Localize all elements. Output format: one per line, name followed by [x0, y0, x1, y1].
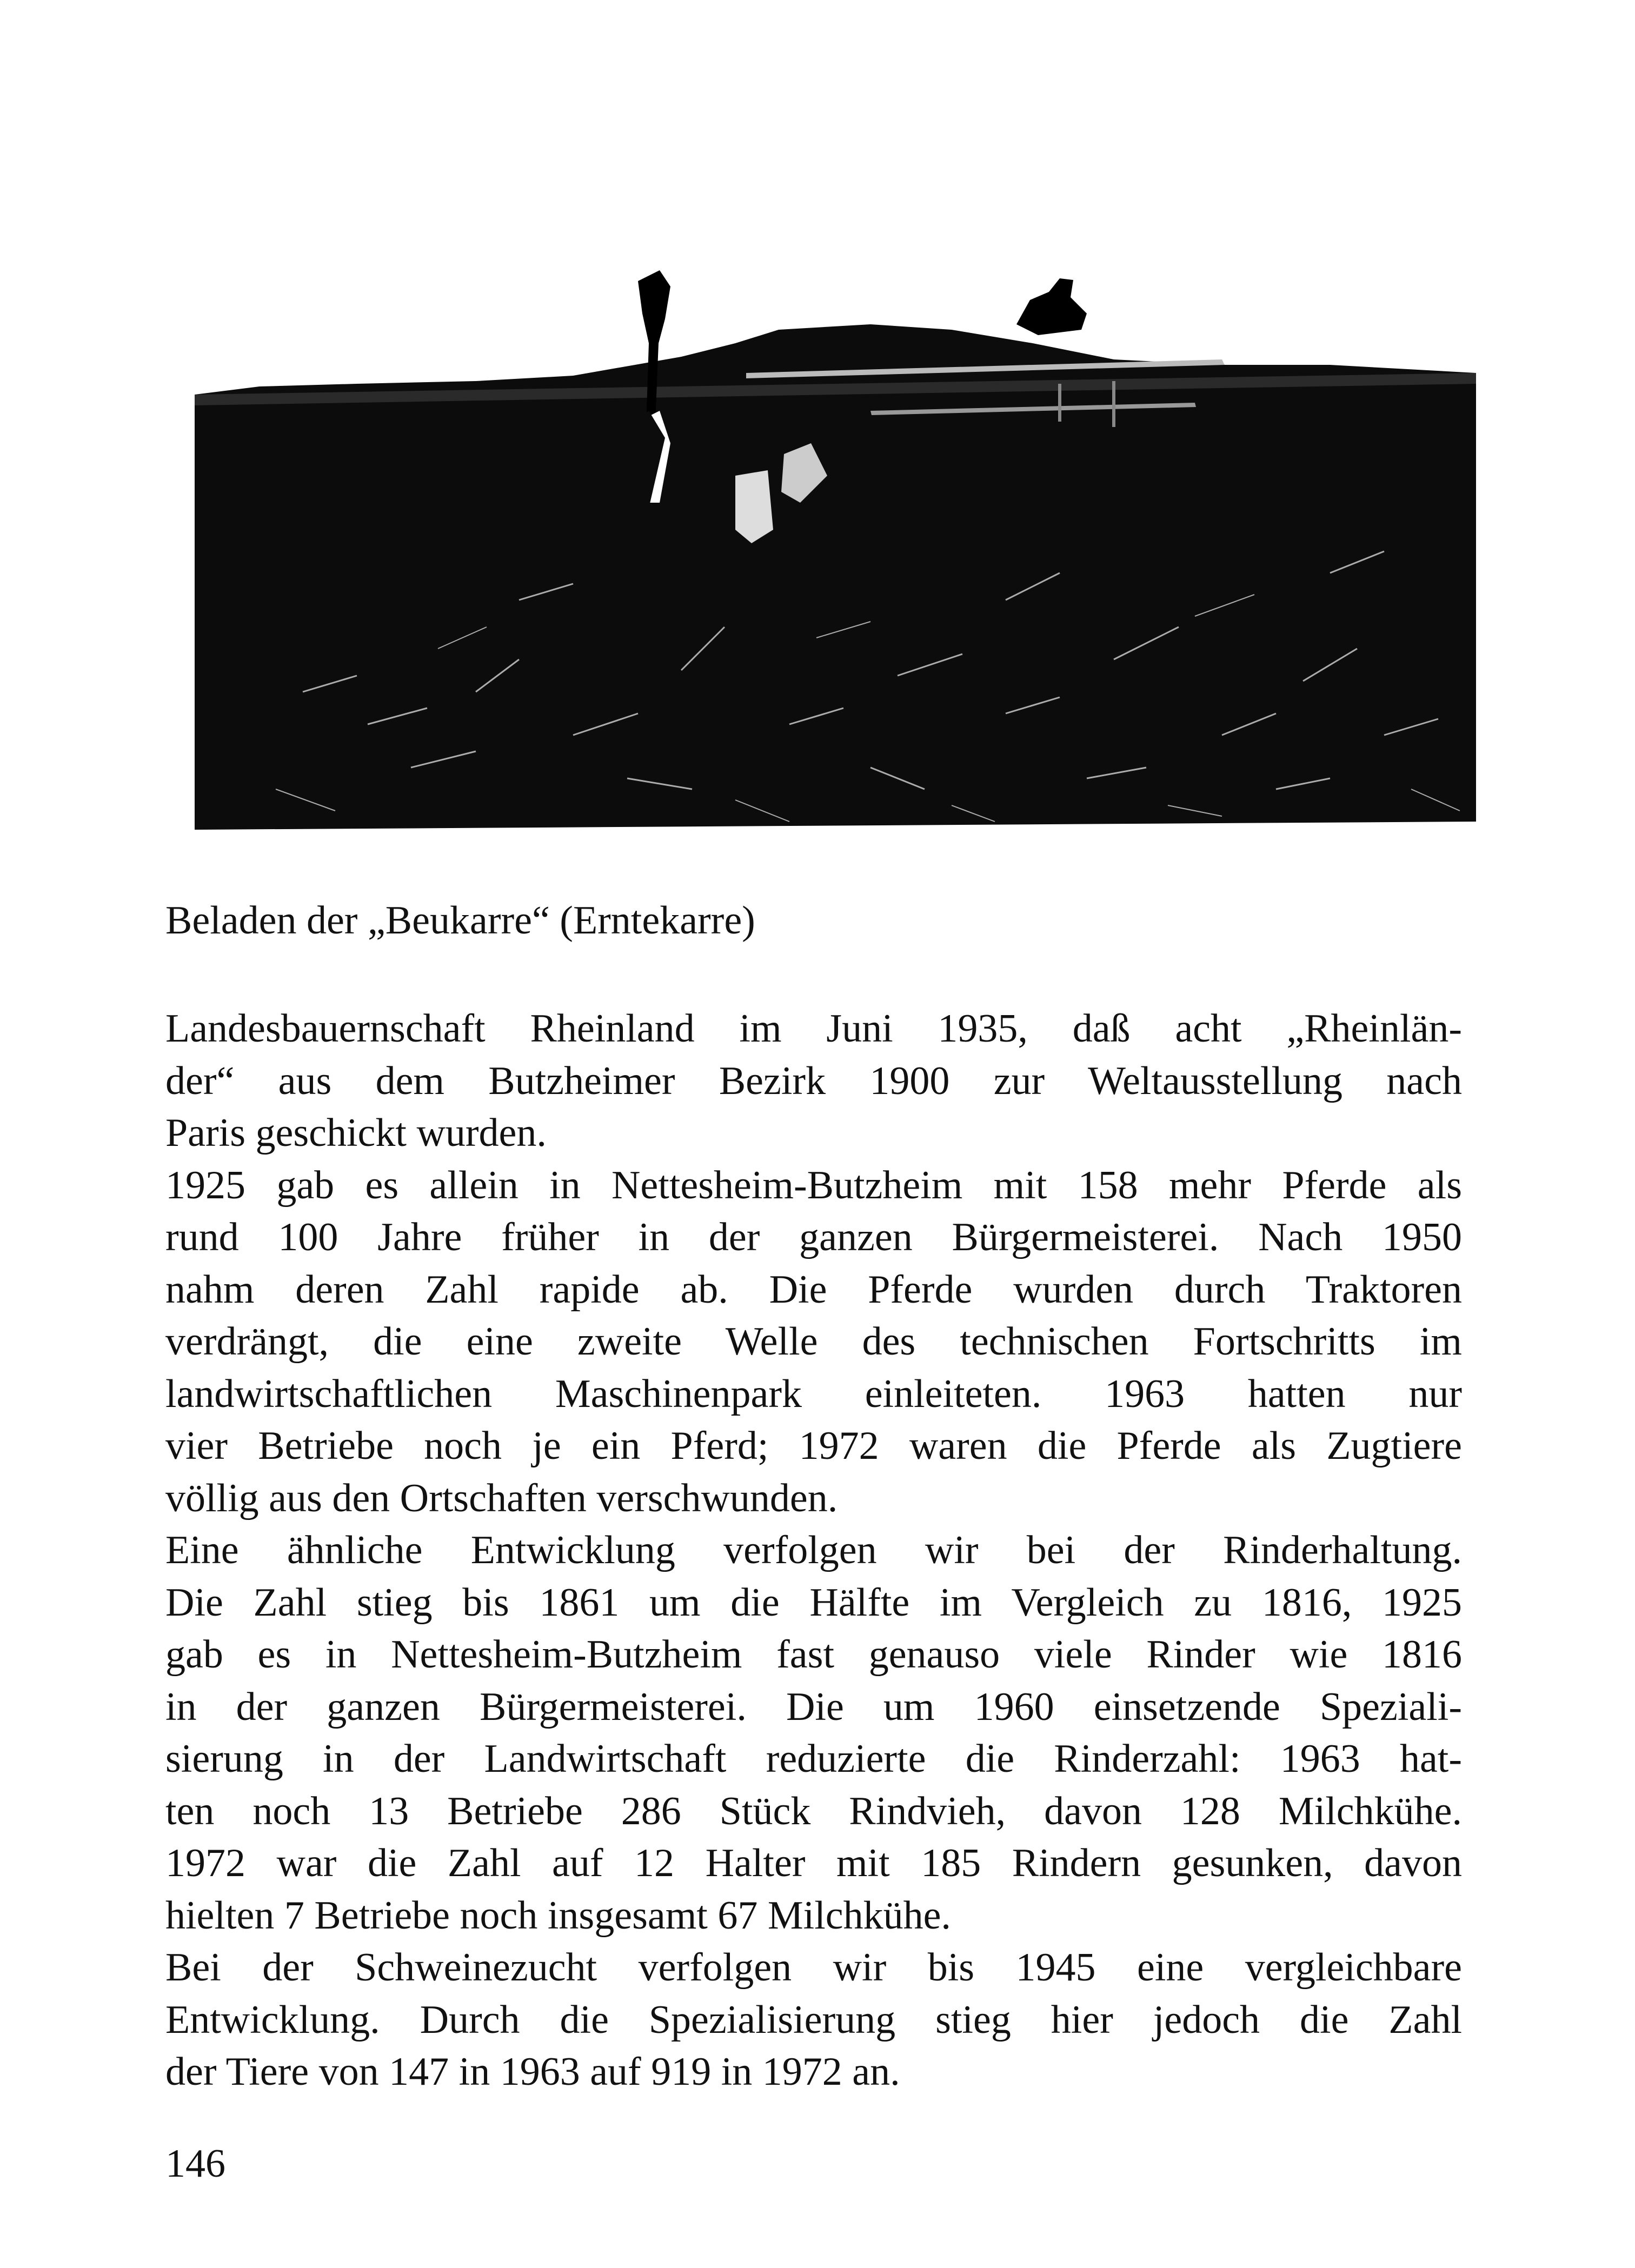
harvest-cart-photo-image	[195, 249, 1476, 835]
text-line: der“ aus dem Butzheimer Bezirk 1900 zur Weltausstellung nach	[165, 1058, 1462, 1103]
text-line: Entwicklung. Durch die Spezialisierung stieg hier jedoch die Zahl	[165, 1997, 1462, 2042]
text-line: Eine ähnliche Entwicklung verfolgen wir bei der Rinderhaltung.	[165, 1528, 1462, 1572]
text-line: 1925 gab es allein in Nettesheim-Butzheim mit 158 mehr Pferde als	[165, 1163, 1462, 1208]
text-line: Paris geschickt wurden.	[165, 1111, 547, 1155]
text-line: sierung in der Landwirtschaft reduzierte die Rinderzahl: 1963 hat-	[165, 1737, 1462, 1781]
text-line: ten noch 13 Betriebe 286 Stück Rindvieh, davon 128 Milchkühe.	[165, 1789, 1462, 1833]
text-line: verdrängt, die eine zweite Welle des technischen Fortschritts im	[165, 1319, 1462, 1364]
text-line: Bei der Schweinezucht verfolgen wir bis 1945 eine vergleichbare	[165, 1945, 1462, 1990]
text-line: rund 100 Jahre früher in der ganzen Bürgermeisterei. Nach 1950	[165, 1215, 1462, 1259]
page-number: 146	[165, 2142, 225, 2186]
text-line: völlig aus den Ortschaften verschwunden.	[165, 1476, 838, 1520]
photo-caption: Beladen der „Beukarre“ (Erntekarre)	[165, 898, 755, 943]
text-line: landwirtschaftlichen Maschinenpark einleiteten. 1963 hatten nur	[165, 1371, 1462, 1416]
text-line: in der ganzen Bürgermeisterei. Die um 1960 einsetzende Speziali-	[165, 1684, 1462, 1729]
text-line: hielten 7 Betriebe noch insgesamt 67 Milchkühe.	[165, 1893, 951, 1938]
body-text	[165, 1003, 1462, 2098]
text-line: Landesbauernschaft Rheinland im Juni 1935, daß acht „Rheinlän-	[165, 1006, 1462, 1051]
text-line: der Tiere von 147 in 1963 auf 919 in 1972 an.	[165, 2050, 900, 2094]
paragraph-2	[165, 1159, 1462, 1525]
paragraph-1	[165, 1003, 1462, 1159]
text-line: nahm deren Zahl rapide ab. Die Pferde wurden durch Traktoren	[165, 1267, 1462, 1312]
paragraph-3	[165, 1524, 1462, 1942]
paragraph-4	[165, 1942, 1462, 2098]
text-line: 1972 war die Zahl auf 12 Halter mit 185 Rindern gesunken, davon	[165, 1841, 1462, 1885]
text-line: vier Betriebe noch je ein Pferd; 1972 waren die Pferde als Zugtiere	[165, 1424, 1462, 1468]
text-line: Die Zahl stieg bis 1861 um die Hälfte im Vergleich zu 1816, 1925	[165, 1580, 1462, 1625]
harvest-cart-photo	[195, 249, 1476, 835]
text-line: gab es in Nettesheim-Butzheim fast genauso viele Rinder wie 1816	[165, 1632, 1462, 1677]
